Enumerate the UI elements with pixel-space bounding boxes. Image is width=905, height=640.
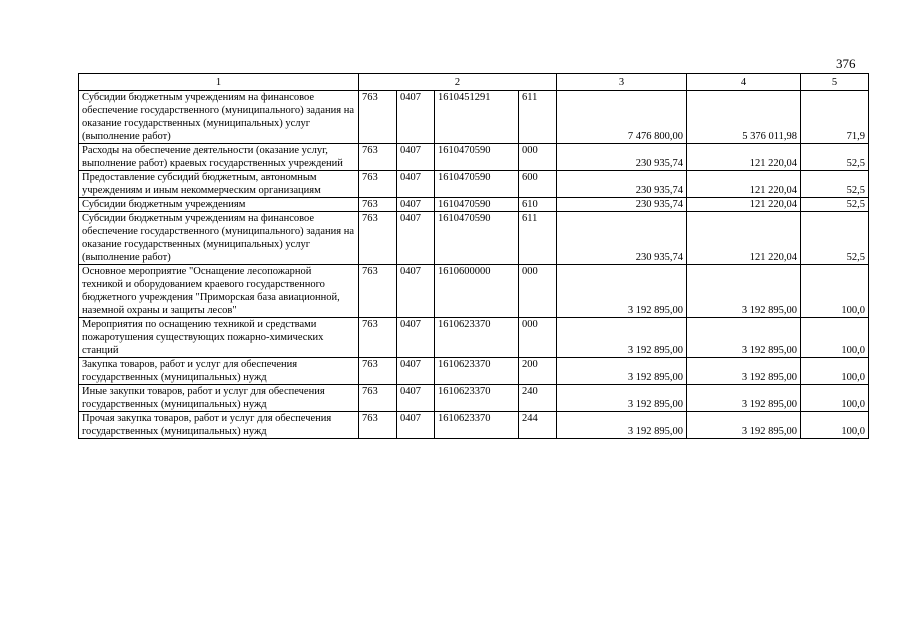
- header-col-5: 5: [801, 74, 869, 91]
- row-name-cell: Закупка товаров, работ и услуг для обеспечения государственных (муниципальных) нужд: [79, 358, 359, 385]
- row-csr-cell: 1610470590: [435, 212, 519, 265]
- table-row: [79, 212, 869, 265]
- row-csr-cell: 1610470590: [435, 198, 519, 212]
- table-row: [79, 385, 869, 412]
- row-vr-cell: 000: [519, 144, 557, 171]
- row-percent-cell: 52,5: [801, 212, 869, 265]
- row-fact-cell: 5 376 011,98: [687, 91, 801, 144]
- row-name-cell: Прочая закупка товаров, работ и услуг для обеспечения государственных (муниципальных) нужд: [79, 412, 359, 439]
- table-row: [79, 144, 869, 171]
- row-plan-cell: 3 192 895,00: [557, 265, 687, 318]
- header-col-4: 4: [687, 74, 801, 91]
- header-col-3: 3: [557, 74, 687, 91]
- row-razdel-cell: 0407: [397, 385, 435, 412]
- row-percent-cell: 71,9: [801, 91, 869, 144]
- row-plan-cell: 230 935,74: [557, 198, 687, 212]
- table-row: [79, 265, 869, 318]
- row-fact-cell: 121 220,04: [687, 212, 801, 265]
- row-razdel-cell: 0407: [397, 144, 435, 171]
- row-glava-cell: 763: [359, 358, 397, 385]
- row-razdel-cell: 0407: [397, 412, 435, 439]
- row-name-cell: Мероприятия по оснащению техникой и средствами пожаротушения существующих пожарно-химических станций: [79, 318, 359, 358]
- row-percent-cell: 100,0: [801, 412, 869, 439]
- row-csr-cell: 1610470590: [435, 144, 519, 171]
- row-csr-cell: 1610623370: [435, 412, 519, 439]
- row-glava-cell: 763: [359, 412, 397, 439]
- row-percent-cell: 100,0: [801, 385, 869, 412]
- header-col-1: 1: [79, 74, 359, 91]
- table-row: [79, 358, 869, 385]
- table-row: [79, 171, 869, 198]
- table-row: [79, 318, 869, 358]
- row-fact-cell: 3 192 895,00: [687, 412, 801, 439]
- row-fact-cell: 121 220,04: [687, 144, 801, 171]
- row-name-cell: Основное мероприятие "Оснащение лесопожарной техникой и оборудованием краевого государственного бюджетного учреждения "Приморская база авиационной, наземной охраны и защиты лесов": [79, 265, 359, 318]
- row-fact-cell: 121 220,04: [687, 171, 801, 198]
- row-csr-cell: 1610623370: [435, 385, 519, 412]
- row-plan-cell: 3 192 895,00: [557, 385, 687, 412]
- row-glava-cell: 763: [359, 198, 397, 212]
- budget-table: [78, 73, 869, 439]
- row-razdel-cell: 0407: [397, 198, 435, 212]
- row-glava-cell: 763: [359, 144, 397, 171]
- row-percent-cell: 52,5: [801, 144, 869, 171]
- row-glava-cell: 763: [359, 171, 397, 198]
- table-row: [79, 412, 869, 439]
- row-vr-cell: 244: [519, 412, 557, 439]
- row-csr-cell: 1610623370: [435, 318, 519, 358]
- row-plan-cell: 230 935,74: [557, 144, 687, 171]
- row-glava-cell: 763: [359, 318, 397, 358]
- row-vr-cell: 240: [519, 385, 557, 412]
- row-name-cell: Субсидии бюджетным учреждениям на финансовое обеспечение государственного (муниципального) задания на оказание государственных (муниципальных) услуг (выполнение работ): [79, 212, 359, 265]
- row-plan-cell: 3 192 895,00: [557, 358, 687, 385]
- row-vr-cell: 611: [519, 91, 557, 144]
- row-razdel-cell: 0407: [397, 91, 435, 144]
- row-razdel-cell: 0407: [397, 358, 435, 385]
- row-vr-cell: 610: [519, 198, 557, 212]
- row-plan-cell: 230 935,74: [557, 212, 687, 265]
- row-vr-cell: 000: [519, 265, 557, 318]
- table-row: [79, 91, 869, 144]
- row-vr-cell: 200: [519, 358, 557, 385]
- row-vr-cell: 611: [519, 212, 557, 265]
- row-fact-cell: 3 192 895,00: [687, 385, 801, 412]
- row-glava-cell: 763: [359, 91, 397, 144]
- row-vr-cell: 000: [519, 318, 557, 358]
- row-percent-cell: 100,0: [801, 318, 869, 358]
- row-glava-cell: 763: [359, 265, 397, 318]
- row-csr-cell: 1610451291: [435, 91, 519, 144]
- row-glava-cell: 763: [359, 385, 397, 412]
- table-body: [79, 74, 869, 439]
- row-percent-cell: 100,0: [801, 358, 869, 385]
- row-name-cell: Субсидии бюджетным учреждениям: [79, 198, 359, 212]
- row-name-cell: Субсидии бюджетным учреждениям на финансовое обеспечение государственного (муниципального) задания на оказание государственных (муниципальных) услуг (выполнение работ): [79, 91, 359, 144]
- row-vr-cell: 600: [519, 171, 557, 198]
- row-fact-cell: 3 192 895,00: [687, 358, 801, 385]
- row-razdel-cell: 0407: [397, 171, 435, 198]
- header-col-2: 2: [359, 74, 557, 91]
- row-plan-cell: 3 192 895,00: [557, 412, 687, 439]
- row-plan-cell: 230 935,74: [557, 171, 687, 198]
- row-razdel-cell: 0407: [397, 212, 435, 265]
- row-plan-cell: 3 192 895,00: [557, 318, 687, 358]
- row-percent-cell: 52,5: [801, 198, 869, 212]
- row-plan-cell: 7 476 800,00: [557, 91, 687, 144]
- row-fact-cell: 121 220,04: [687, 198, 801, 212]
- row-name-cell: Расходы на обеспечение деятельности (оказание услуг, выполнение работ) краевых государственных учреждений: [79, 144, 359, 171]
- row-name-cell: Предоставление субсидий бюджетным, автономным учреждениям и иным некоммерческим организациям: [79, 171, 359, 198]
- table-header-row: [79, 74, 869, 91]
- row-percent-cell: 100,0: [801, 265, 869, 318]
- row-razdel-cell: 0407: [397, 265, 435, 318]
- row-fact-cell: 3 192 895,00: [687, 265, 801, 318]
- row-glava-cell: 763: [359, 212, 397, 265]
- row-name-cell: Иные закупки товаров, работ и услуг для обеспечения государственных (муниципальных) нужд: [79, 385, 359, 412]
- row-csr-cell: 1610623370: [435, 358, 519, 385]
- row-csr-cell: 1610470590: [435, 171, 519, 198]
- row-csr-cell: 1610600000: [435, 265, 519, 318]
- row-razdel-cell: 0407: [397, 318, 435, 358]
- page-number: 376: [836, 56, 856, 71]
- table-row: [79, 198, 869, 212]
- row-fact-cell: 3 192 895,00: [687, 318, 801, 358]
- row-percent-cell: 52,5: [801, 171, 869, 198]
